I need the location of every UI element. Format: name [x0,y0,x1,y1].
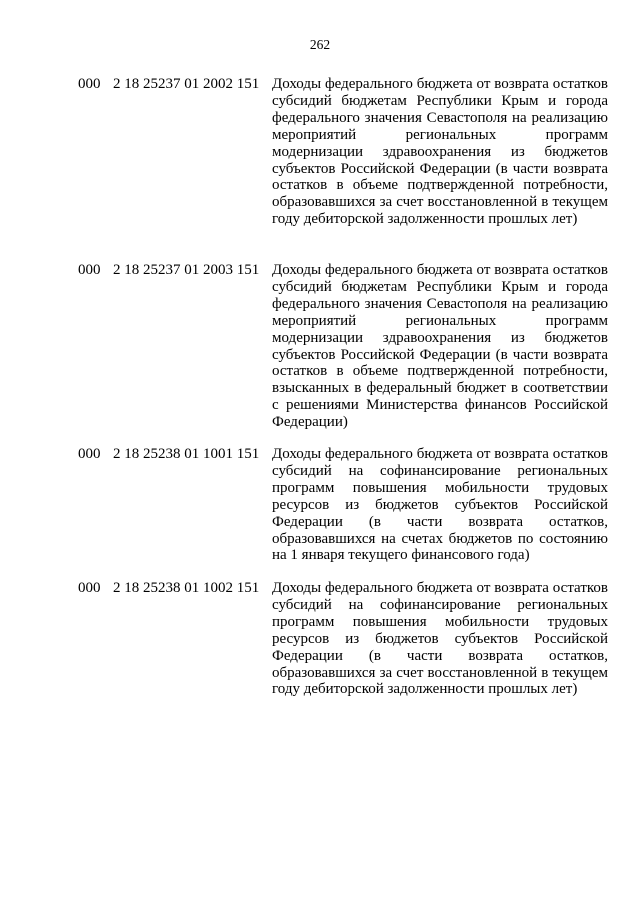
table-row [0,580,640,750]
budget-classification-code: 2 18 25237 01 2003 151 [113,262,260,278]
budget-classification-code: 2 18 25238 01 1002 151 [113,580,260,596]
revenue-description: Доходы федерального бюджета от возврата остатков субсидий на софинансирование региональных программ повышения мобильности трудовых ресурсов из бюджетов субъектов Российской Федерации (в части возврата остатков, образовавшихся за счет восстановленной в текущем году дебиторской задолженности прошлых лет) [272,580,608,698]
admin-code: 000 [78,262,101,278]
table-row [0,262,640,432]
page-number: 262 [309,37,331,52]
revenue-description: Доходы федерального бюджета от возврата остатков субсидий бюджетам Республики Крым и города федерального значения Севастополя на реализацию мероприятий региональных программ модернизации здравоохранения из бюджетов субъектов Российской Федерации (в части возврата остатков в объеме подтвержденной потребности, образовавшихся за счет восстановленной в текущем году дебиторской задолженности прошлых лет) [272,76,608,228]
table-row [0,76,640,246]
admin-code: 000 [78,446,101,462]
admin-code: 000 [78,580,101,596]
budget-classification-code: 2 18 25238 01 1001 151 [113,446,260,462]
admin-code: 000 [78,76,101,92]
revenue-description: Доходы федерального бюджета от возврата остатков субсидий бюджетам Республики Крым и города федерального значения Севастополя на реализацию мероприятий региональных программ модернизации здравоохранения из бюджетов субъектов Российской Федерации (в части возврата остатков в объеме подтвержденной потребности, взысканных в федеральный бюджет в соответствии с решениями Министерства финансов Российской Федерации) [272,262,608,431]
revenue-description: Доходы федерального бюджета от возврата остатков субсидий на софинансирование региональных программ повышения мобильности трудовых ресурсов из бюджетов субъектов Российской Федерации (в части возврата остатков, образовавшихся на счетах бюджетов по состоянию на 1 января текущего финансового года) [272,446,608,564]
budget-classification-code: 2 18 25237 01 2002 151 [113,76,260,92]
